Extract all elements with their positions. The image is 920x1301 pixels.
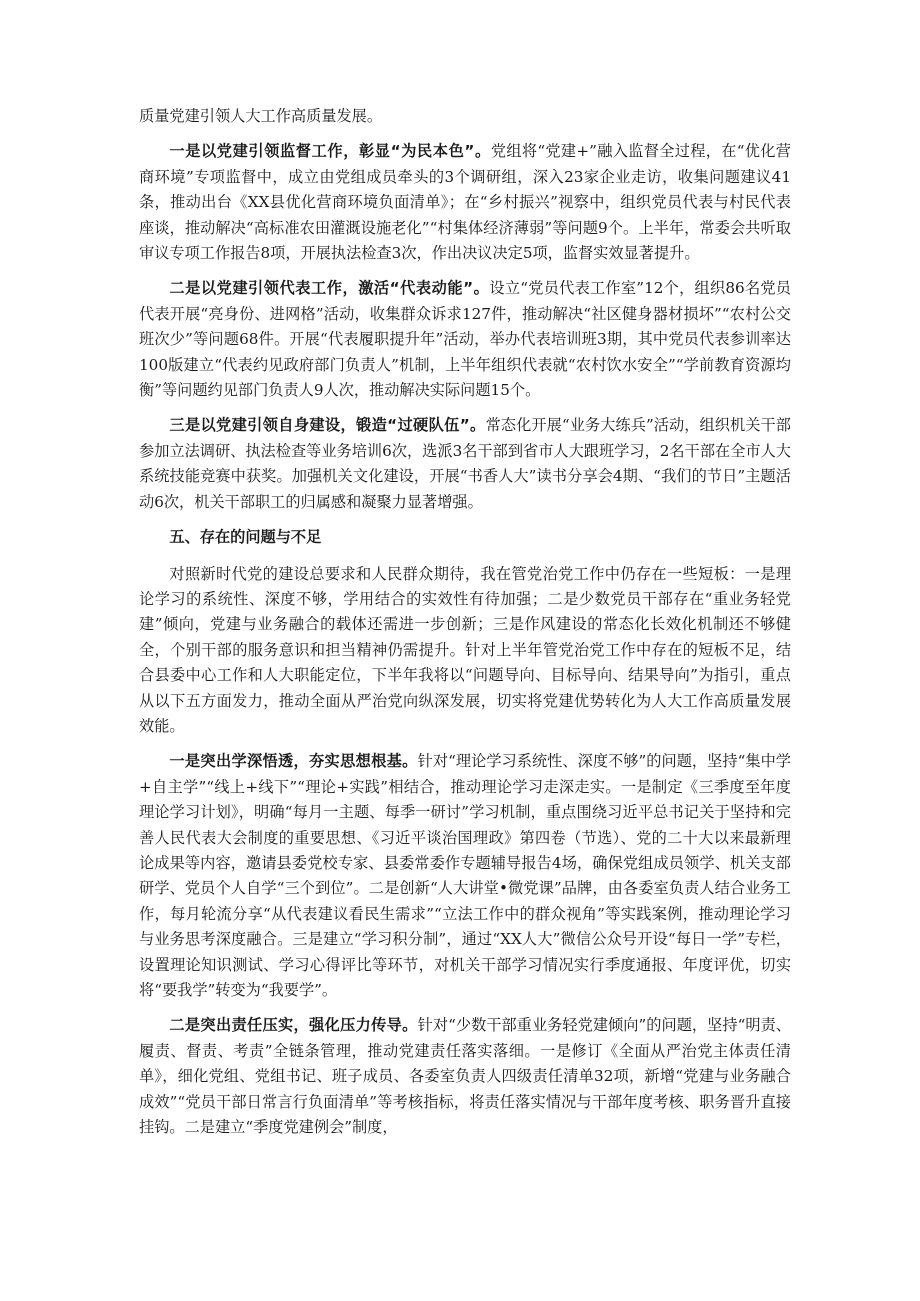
paragraph-supervision: 一是以党建引领监督工作，彰显“为民本色”。党组将“党建+”融入监督全过程，在“优化营商环境”专项监督中，成立由党组成员牵头的3个调研组，深入23家企业走访，收集问题建议41条，推动出台《XX县优化营商环境负面清单》；在“乡村振兴”视察中，组织党员代表与村民代表座谈，推动解决“高标准农田灌溉设施老化”“村集体经济薄弱”等问题9个。上半年，常委会共听取审议专项工作报告8项，开展执法检查3次，作出决议决定5项，监督实效显著提升。 bbox=[139, 142, 791, 263]
paragraph-problems: 对照新时代党的建设总要求和人民群众期待，我在管党治党工作中仍存在一些短板：一是理论学习的系统性、深度不够，学用结合的实效性有待加强；二是少数党员干部存在“重业务轻党建”倾向，党建与业务融合的载体还需进一步创新；三是作风建设的常态化长效化机制还不够健全，个别干部的服务意识和担当精神仍需提升。针对上半年管党治党工作中存在的短板不足，结合县委中心工作和人大职能定位，下半年我将以“问题导向、目标导向、结果导向”为指引，重点从以下五方面发力，推动全面从严治党向纵深发展，切实将党建优势转化为人大工作高质量发展效能。 bbox=[139, 564, 791, 735]
paragraph-lead: 一是突出学深悟透，夯实思想根基。 bbox=[169, 752, 418, 771]
paragraph-continuation: 质量党建引领人大工作高质量发展。 bbox=[139, 107, 382, 125]
paragraph-study: 一是突出学深悟透，夯实思想根基。针对“理论学习系统性、深度不够”的问题，坚持“集中学+自主学”“线上+线下”“理论+实践”相结合，推动理论学习走深走实。一是制定《三季度至年度理论学习计划》，明确“每月一主题、每季一研讨”学习机制，重点围绕习近平总书记关于坚持和完善人民代表大会制度的重要思想、《习近平谈治国理政》第四卷（节选）、党的二十大以来最新理论成果等内容，邀请县委党校专家、县委常委作专题辅导报告4场，确保党组成员领学、机关支部研学、党员个人自学“三个到位”。二是创新“人大讲堂•微党课”品牌，由各委室负责人结合业务工作，每月轮流分享“从代表建议看民生需求”“立法工作中的群众视角”等实践案例，推动理论学习与业务思考深度融合。三是建立“学习积分制”，通过“XX人大”微信公众号开设“每日一学”专栏，设置理论知识测试、学习心得评比等环节，对机关干部学习情况实行季度通报、年度评优，切实将“要我学”转变为“我要学”。 bbox=[139, 752, 791, 999]
section-heading: 五、存在的问题与不足 bbox=[169, 528, 322, 547]
paragraph-responsibility: 二是突出责任压实，强化压力传导。针对“少数干部重业务轻党建倾向”的问题，坚持“明责、履责、督责、考责”全链条管理，推动党建责任落实落细。一是修订《全面从严治党主体责任清单》，细化党组、党组书记、班子成员、各委室负责人四级责任清单32项，新增“党建与业务融合成效”“党员干部日常言行负面清单”等考核指标，将责任落实情况与干部年度考核、职务晋升直接挂钩。二是建立“季度党建例会”制度， bbox=[139, 1016, 791, 1137]
paragraph-lead: 三是以党建引领自身建设，锻造“过硬队伍”。 bbox=[169, 416, 486, 435]
paragraph-lead: 二是突出责任压实，强化压力传导。 bbox=[169, 1016, 418, 1035]
paragraph-lead: 二是以党建引领代表工作，激活“代表动能”。 bbox=[169, 279, 490, 298]
paragraph-representatives: 二是以党建引领代表工作，激活“代表动能”。设立“党员代表工作室”12个，组织86名党员代表开展“亮身份、进网格”活动，收集群众诉求127件，推动解决“社区健身器材损坏”“农村公交班次少”等问题68件。开展“代表履职提升年”活动，举办代表培训班3期，其中党员代表参训率达100版建立“代表约见政府部门负责人”机制，上半年组织代表就“农村饮水安全”“学前教育资源均衡”等问题约见部门负责人9人次，推动解决实际问题15个。 bbox=[139, 279, 791, 400]
paragraph-self-building: 三是以党建引领自身建设，锻造“过硬队伍”。常态化开展“业务大练兵”活动，组织机关干部参加立法调研、执法检查等业务培训6次，选派3名干部到省市人大跟班学习，2名干部在全市人大系统技能竞赛中获奖。加强机关文化建设，开展“书香人大”读书分享会4期、“我们的节日”主题活动6次，机关干部职工的归属感和凝聚力显著增强。 bbox=[139, 416, 791, 511]
paragraph-lead: 一是以党建引领监督工作，彰显“为民本色”。 bbox=[169, 142, 491, 161]
